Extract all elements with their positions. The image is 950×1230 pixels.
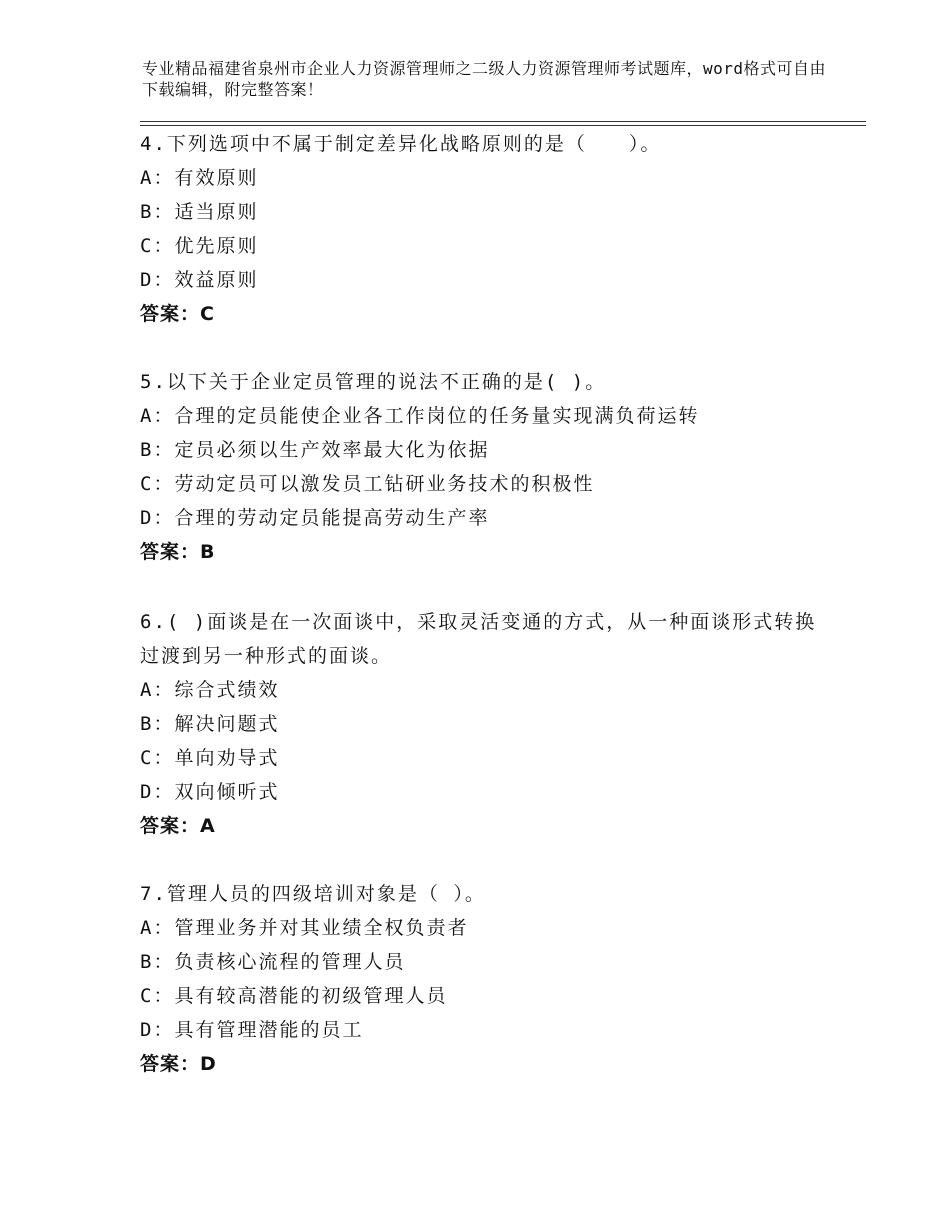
option-a: A：合理的定员能使企业各工作岗位的任务量实现满负荷运转 <box>140 405 700 427</box>
option-b: B：适当原则 <box>140 201 259 223</box>
option-b: B：负责核心流程的管理人员 <box>140 951 406 973</box>
question-stem: 4.下列选项中不属于制定差异化战略原则的是（ ）。 <box>140 133 662 155</box>
answer-line: 答案：C <box>140 303 215 325</box>
option-b: B：定员必须以生产效率最大化为依据 <box>140 439 490 461</box>
question-stem: 7.管理人员的四级培训对象是（ ）。 <box>140 883 486 905</box>
answer-line: 答案：B <box>140 541 216 563</box>
header-divider-top <box>140 121 866 122</box>
option-a: A：有效原则 <box>140 167 259 189</box>
question-stem: 5.以下关于企业定员管理的说法不正确的是( )。 <box>140 371 607 393</box>
option-c: C：单向劝导式 <box>140 747 280 769</box>
answer-line: 答案：A <box>140 815 216 837</box>
answer-line: 答案：D <box>140 1053 217 1075</box>
question-block <box>140 605 820 843</box>
question-stem: 6.( )面谈是在一次面谈中，采取灵活变通的方式，从一种面谈形式转换过渡到另一种形式的面谈。 <box>140 611 817 667</box>
option-d: D：双向倾听式 <box>140 781 280 803</box>
option-b: B：解决问题式 <box>140 713 280 735</box>
option-d: D：具有管理潜能的员工 <box>140 1019 364 1041</box>
option-d: D：合理的劳动定员能提高劳动生产率 <box>140 507 490 529</box>
option-a: A：管理业务并对其业绩全权负责者 <box>140 917 469 939</box>
document-header-title: 专业精品福建省泉州市企业人力资源管理师之二级人力资源管理师考试题库，word格式可自由下载编辑，附完整答案！ <box>142 59 827 99</box>
option-c: C：优先原则 <box>140 235 259 257</box>
question-block <box>140 365 820 569</box>
question-block <box>140 127 820 331</box>
option-a: A：综合式绩效 <box>140 679 280 701</box>
question-block <box>140 877 820 1081</box>
option-c: C：具有较高潜能的初级管理人员 <box>140 985 448 1007</box>
header-divider-bottom <box>140 125 866 126</box>
option-c: C：劳动定员可以激发员工钻研业务技术的积极性 <box>140 473 595 495</box>
option-d: D：效益原则 <box>140 269 259 291</box>
